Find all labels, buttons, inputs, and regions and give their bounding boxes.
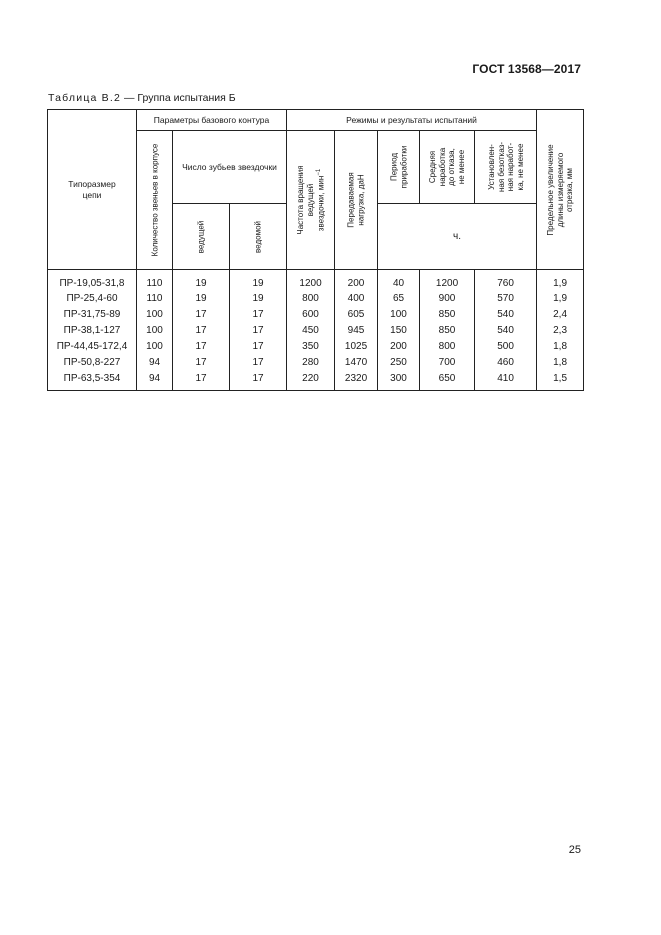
cell-links: 94 bbox=[137, 355, 173, 371]
table-row bbox=[48, 355, 584, 371]
cell-mean: 900 bbox=[420, 290, 475, 306]
cell-links: 100 bbox=[137, 306, 173, 322]
table-row bbox=[48, 290, 584, 306]
header-chain-type-text: Типоразмер цепи bbox=[68, 178, 116, 200]
cell-mean: 800 bbox=[420, 339, 475, 355]
cell-driven: 17 bbox=[230, 306, 287, 322]
header-unit-hours: ч. bbox=[378, 204, 537, 270]
cell-set: 500 bbox=[475, 339, 537, 355]
cell-set: 410 bbox=[475, 371, 537, 391]
cell-load: 400 bbox=[335, 290, 378, 306]
cell-load: 605 bbox=[335, 306, 378, 322]
cell-mean: 850 bbox=[420, 322, 475, 338]
header-set-time-text: Установлен- ная безотказ- ная наработ- ка, не менее bbox=[486, 141, 525, 193]
cell-set: 460 bbox=[475, 355, 537, 371]
table-row bbox=[48, 322, 584, 338]
cell-load: 2320 bbox=[335, 371, 378, 391]
test-group-table bbox=[47, 109, 584, 391]
cell-links: 94 bbox=[137, 371, 173, 391]
header-mean-time-text: Средняя наработка до отказа, не менее bbox=[428, 147, 466, 187]
cell-driven: 17 bbox=[230, 371, 287, 391]
cell-type: ПР-31,75-89 bbox=[48, 306, 137, 322]
cell-mean: 1200 bbox=[420, 270, 475, 291]
header-driven-text: ведомой bbox=[253, 220, 263, 253]
table-row bbox=[48, 306, 584, 322]
cell-runin: 100 bbox=[378, 306, 420, 322]
table-row bbox=[48, 371, 584, 391]
cell-driven: 19 bbox=[230, 290, 287, 306]
cell-limit: 2,3 bbox=[537, 322, 584, 338]
cell-set: 760 bbox=[475, 270, 537, 291]
cell-limit: 2,4 bbox=[537, 306, 584, 322]
cell-limit: 1,9 bbox=[537, 290, 584, 306]
cell-set: 570 bbox=[475, 290, 537, 306]
cell-links: 100 bbox=[137, 339, 173, 355]
cell-freq: 350 bbox=[287, 339, 335, 355]
cell-mean: 700 bbox=[420, 355, 475, 371]
cell-driven: 17 bbox=[230, 339, 287, 355]
cell-links: 110 bbox=[137, 270, 173, 291]
cell-limit: 1,8 bbox=[537, 339, 584, 355]
cell-driving: 17 bbox=[173, 355, 230, 371]
header-limit bbox=[537, 110, 584, 270]
cell-limit: 1,9 bbox=[537, 270, 584, 291]
table-row bbox=[48, 270, 584, 291]
cell-freq: 800 bbox=[287, 290, 335, 306]
cell-runin: 150 bbox=[378, 322, 420, 338]
cell-runin: 200 bbox=[378, 339, 420, 355]
cell-mean: 850 bbox=[420, 306, 475, 322]
cell-set: 540 bbox=[475, 322, 537, 338]
cell-driving: 19 bbox=[173, 290, 230, 306]
cell-runin: 300 bbox=[378, 371, 420, 391]
table-body bbox=[48, 270, 584, 391]
header-limit-text: Предельное увеличение длины измеряемого отрезка, мм bbox=[545, 143, 574, 236]
header-runin-text: Период приработки bbox=[389, 145, 408, 189]
cell-set: 540 bbox=[475, 306, 537, 322]
table-caption-label: Таблица В.2 bbox=[48, 92, 122, 104]
cell-type: ПР-63,5-354 bbox=[48, 371, 137, 391]
table-caption bbox=[48, 92, 236, 104]
cell-load: 200 bbox=[335, 270, 378, 291]
cell-load: 1470 bbox=[335, 355, 378, 371]
cell-mean: 650 bbox=[420, 371, 475, 391]
cell-runin: 250 bbox=[378, 355, 420, 371]
header-driven bbox=[230, 204, 287, 270]
cell-driven: 17 bbox=[230, 355, 287, 371]
cell-runin: 40 bbox=[378, 270, 420, 291]
header-driving bbox=[173, 204, 230, 270]
cell-type: ПР-50,8-227 bbox=[48, 355, 137, 371]
cell-limit: 1,5 bbox=[537, 371, 584, 391]
cell-driven: 17 bbox=[230, 322, 287, 338]
header-links-count-text: Количество звеньев в корпусе bbox=[149, 143, 159, 257]
header-load bbox=[335, 131, 378, 270]
cell-type: ПР-44,45-172,4 bbox=[48, 339, 137, 355]
cell-freq: 280 bbox=[287, 355, 335, 371]
header-links-count bbox=[137, 131, 173, 270]
cell-driven: 19 bbox=[230, 270, 287, 291]
cell-runin: 65 bbox=[378, 290, 420, 306]
cell-driving: 17 bbox=[173, 371, 230, 391]
cell-limit: 1,8 bbox=[537, 355, 584, 371]
cell-type: ПР-38,1-127 bbox=[48, 322, 137, 338]
cell-links: 100 bbox=[137, 322, 173, 338]
cell-driving: 19 bbox=[173, 270, 230, 291]
header-frequency-text: Частота вращения ведущей звездочки, мин$^{-1}$ bbox=[295, 165, 326, 235]
page-number: 25 bbox=[568, 844, 581, 856]
cell-driving: 17 bbox=[173, 306, 230, 322]
cell-links: 110 bbox=[137, 290, 173, 306]
table-row bbox=[48, 339, 584, 355]
header-chain-type bbox=[48, 110, 137, 270]
document-code: ГОСТ 13568—2017 bbox=[472, 62, 581, 76]
cell-freq: 450 bbox=[287, 322, 335, 338]
cell-load: 945 bbox=[335, 322, 378, 338]
header-base-params: Параметры базового контура bbox=[137, 110, 287, 131]
header-mean-time bbox=[420, 131, 475, 204]
cell-freq: 220 bbox=[287, 371, 335, 391]
cell-freq: 1200 bbox=[287, 270, 335, 291]
header-load-text: Передаваемая нагрузка, даН bbox=[346, 172, 366, 228]
header-runin bbox=[378, 131, 420, 204]
cell-type: ПР-25,4-60 bbox=[48, 290, 137, 306]
table-caption-text: — Группа испытания Б bbox=[121, 92, 236, 104]
header-frequency bbox=[287, 131, 335, 270]
cell-driving: 17 bbox=[173, 339, 230, 355]
header-modes: Режимы и результаты испытаний bbox=[287, 110, 537, 131]
cell-type: ПР-19,05-31,8 bbox=[48, 270, 137, 291]
header-driving-text: ведущей bbox=[196, 220, 206, 253]
header-set-time bbox=[475, 131, 537, 204]
header-teeth: Число зубьев звездочки bbox=[173, 131, 287, 204]
cell-driving: 17 bbox=[173, 322, 230, 338]
cell-freq: 600 bbox=[287, 306, 335, 322]
cell-load: 1025 bbox=[335, 339, 378, 355]
